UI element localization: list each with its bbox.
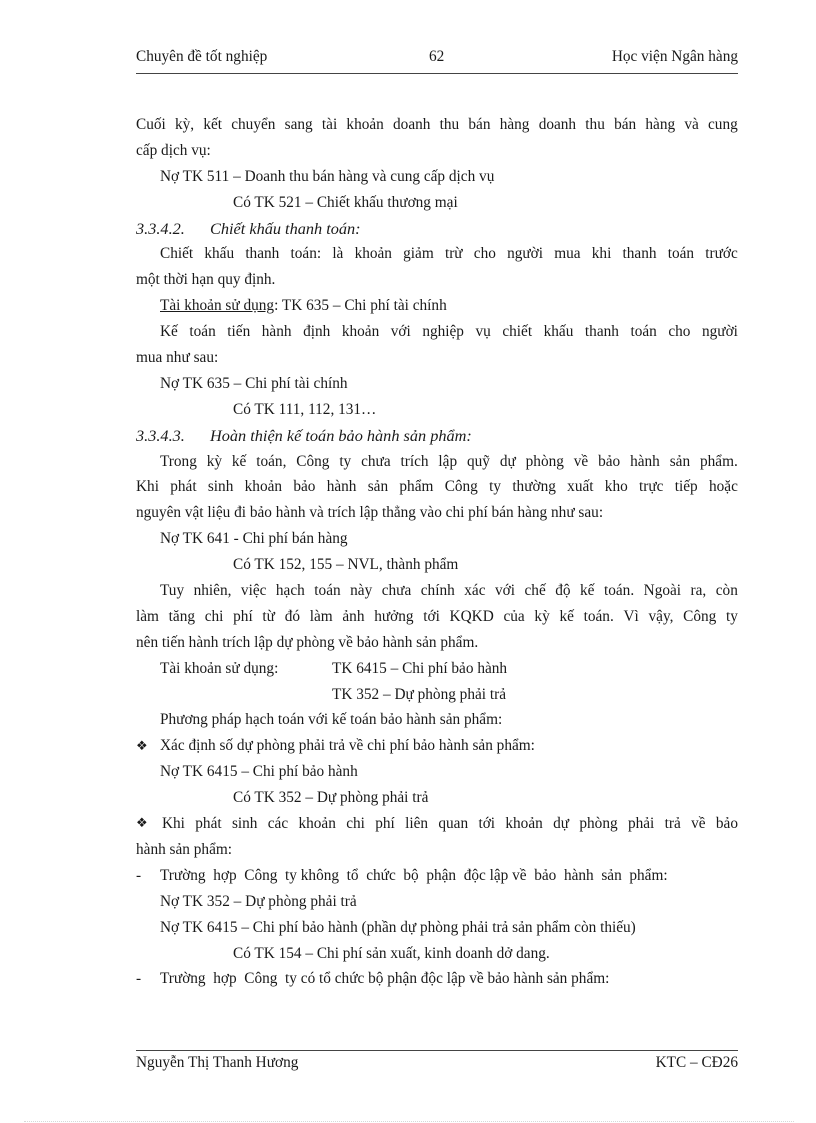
paragraph-line: nguyên vật liệu đi bảo hành và trích lập thẳng vào chi phí bán hàng như sau: [136,504,604,522]
paragraph-line [136,604,738,630]
word: hành [630,452,660,470]
word: Công [683,607,717,625]
word: giảm [403,245,434,263]
word: lập [438,452,458,470]
word: Tuy [160,582,185,600]
paragraph-line [136,578,738,604]
word: phẩm. [699,452,738,470]
word: ảnh [342,607,365,625]
dash-item-text: Trường hợp Công ty có tổ chức bộ phận độc lập về bảo hành sản phẩm: [160,970,610,988]
journal-entry-debit: Nợ TK 352 – Dự phòng phải trả [160,892,357,910]
account-used-value: : TK 635 – Chi phí tài chính [274,297,447,315]
section-title: Chiết khấu thanh toán: [210,218,361,238]
word: trước [705,245,738,263]
bullet-item [136,811,738,837]
diamond-bullet-icon: ❖ [136,739,148,755]
word: về [573,452,589,470]
word: bảo [715,815,738,833]
account-used-label: Tài khoản sử dụng [160,297,275,315]
word: độ [555,582,571,600]
word: toán [667,245,695,263]
word: chưa [381,582,412,600]
word: vậy, [648,607,674,625]
account-used-line [136,293,738,319]
journal-entry-credit: Có TK 521 – Chiết khấu thương mại [233,193,458,211]
word: KQKD [449,607,494,625]
word: tài [321,116,338,133]
word: khoản [346,116,384,133]
journal-entry-debit: Nợ TK 635 – Chi phí tài chính [160,374,348,392]
word: trực [639,478,664,496]
footer-author: Nguyễn Thị Thanh Hương [136,1054,299,1071]
word: hàng [499,116,530,133]
accounts-used-label: Tài khoản sử dụng: [160,659,279,677]
word: cho [668,323,691,341]
word: sinh [231,815,258,833]
word: làm [309,607,333,625]
word: chuyển [231,116,276,133]
header-rule [136,73,738,74]
dash-bullet: - [136,970,142,988]
dash-item-text: Trường hợp Công ty không tổ chức bộ phận độc lập về bảo hành sản phẩm: [160,866,668,884]
page-body [136,112,738,992]
word: khoản [244,478,283,496]
word: khoản [298,815,336,833]
word: phòng [525,452,564,470]
word: làm [136,607,159,625]
word: kế [231,452,247,470]
word: người [702,323,738,341]
word: từ [262,607,275,625]
journal-entry-debit: Nợ TK 641 - Chi phí bán hàng [160,530,348,548]
word: sản [367,478,389,496]
word: xác [464,582,486,600]
word: thanh [584,323,619,341]
word: kỳ, [174,116,195,133]
journal-entry-debit: Nợ TK 511 – Doanh thu bán hàng và cung cấp dịch vụ [160,167,495,185]
word: phí [233,607,253,625]
word: hành [261,323,292,341]
dash-item [136,863,738,889]
word: Cuối [136,116,166,133]
word: chính [420,582,455,600]
word: khấu [204,245,235,263]
journal-entry-credit: Có TK 352 – Dự phòng phải trả [233,789,429,807]
word: phòng [579,815,618,833]
paragraph-line: nên tiến hành trích lập dự phòng về bảo hành sản phẩm. [136,633,479,651]
word: chưa [361,452,391,470]
word: các [267,815,289,833]
word: tới [478,815,496,833]
word: kỳ [534,607,550,625]
paragraph-line: cấp dịch vụ: [136,141,211,159]
word: của [503,607,525,625]
word: việc [240,582,267,600]
word: định [303,323,331,341]
footer-rule [136,1050,738,1051]
word: kế [559,607,574,625]
page-footer [136,1054,738,1076]
paragraph-line: mua như sau: [136,349,219,367]
word: là [332,245,344,263]
accounts-used-line [136,656,738,682]
word: ty [489,478,502,496]
word: thu [439,116,460,133]
header-doc-type: Chuyên đề tốt nghiệp [136,48,268,65]
word: với [495,582,515,600]
word: sang [284,116,313,133]
word: trừ [444,245,463,263]
word: khoản [341,323,380,341]
word: chiết [502,323,533,341]
word: với [390,323,411,341]
word: toán [189,323,216,341]
word: ty [726,607,738,625]
word: doanh [538,116,577,133]
word: ty [339,452,352,470]
footer-class-code: KTC – CĐ26 [655,1054,738,1071]
word: Ngoài [643,582,682,600]
word: Chiết [160,245,194,263]
bullet-item [136,733,738,759]
word: và [684,116,699,133]
word: hạch [275,582,305,600]
word: phải [627,815,655,833]
dash-bullet: - [136,866,142,884]
bullet-text: Xác định số dự phòng phải trả về chi phí bảo hành sản phẩm: [160,737,535,755]
word: kỳ [206,452,223,470]
word: mua [554,245,581,263]
word: tiến [227,323,251,341]
paragraph-line: một thời hạn quy định. [136,271,276,289]
word: phát [195,815,222,833]
word: chế [524,582,546,600]
section-number: 3.3.4.2. [136,218,185,238]
section-heading [136,423,738,449]
page-edge-dotted-line [24,1121,794,1122]
word: trả [664,815,681,833]
word: Khi [136,478,159,496]
word: người [507,245,544,263]
word: Công [444,478,478,496]
word: toán, [256,452,287,470]
word: bảo [598,452,621,470]
account-item: TK 352 – Dự phòng phải trả [332,685,506,703]
word: tới [423,607,440,625]
dash-item [136,966,738,992]
word: quỹ [467,452,490,470]
word: kế [580,582,595,600]
word: phát [170,478,197,496]
paragraph-line [136,449,738,475]
word: kho [604,478,628,496]
word: liên [405,815,429,833]
section-title: Hoàn thiện kế toán bảo hành sản phẩm: [210,425,472,445]
paragraph-line [136,319,738,345]
word: khoản [505,815,543,833]
word: phẩm [399,478,434,496]
word: khấu [543,323,574,341]
word: cho [473,245,496,263]
paragraph-line [136,241,738,267]
word: hoặc [708,478,738,496]
word: đó [284,607,300,625]
word: toán [314,582,341,600]
journal-entry-debit: Nợ TK 6415 – Chi phí bảo hành (phần dự phòng phải trả sản phẩm còn thiếu) [160,918,636,936]
word: vụ [475,323,491,341]
journal-entry-debit: Nợ TK 6415 – Chi phí bảo hành [160,763,358,781]
word: nghiệp [422,323,464,341]
word: thanh [622,245,657,263]
word: hàng [645,116,676,133]
word: kết [203,116,223,133]
word: trích [400,452,429,470]
word: bảo [293,478,316,496]
word: xuất [567,478,594,496]
word: Công [296,452,330,470]
paragraph-line: hành sản phẩm: [136,840,233,858]
word: chi [204,607,224,625]
word: này [350,582,373,600]
page-header [136,48,738,70]
section-heading [136,216,738,242]
word: toán: [290,245,322,263]
word: dự [553,815,570,833]
word: sinh [207,478,234,496]
word: khoản [354,245,392,263]
word: Trong [160,452,197,470]
paragraph-line [136,474,738,500]
word: doanh [393,116,431,133]
word: dự [499,452,516,470]
word: quan [438,815,469,833]
word: còn [715,582,738,600]
section-number: 3.3.4.3. [136,425,185,445]
word: về [691,815,706,833]
journal-entry-credit: Có TK 154 – Chi phí sản xuất, kinh doanh dở dang. [233,944,550,962]
word: toán. [583,607,614,625]
word: bán [468,116,491,133]
journal-entry-credit: Có TK 111, 112, 131… [233,400,377,418]
word: thanh [245,245,280,263]
word: tăng [168,607,196,625]
word: thu [585,116,605,133]
page-number: 62 [429,48,445,65]
word: tiếp [674,478,698,496]
word: hưởng [374,607,414,625]
word: cung [708,116,738,133]
word: Vì [623,607,639,625]
word: ra, [690,582,707,600]
word: chi [346,815,365,833]
diamond-bullet-icon: ❖ [136,816,148,832]
word: Khi [161,815,185,833]
word: thường [512,478,556,496]
header-institution: Học viện Ngân hàng [611,48,738,65]
word: hành [326,478,357,496]
word: sản [669,452,691,470]
journal-entry-credit: Có TK 152, 155 – NVL, thành phẩm [233,556,459,574]
word: phí [375,815,395,833]
word: toán. [603,582,635,600]
paragraph-line: Phương pháp hạch toán với kế toán bảo hành sản phẩm: [160,711,503,729]
word: Kế [160,323,178,341]
paragraph-line [136,112,738,138]
word: khi [591,245,612,263]
word: bán [614,116,637,133]
account-item: TK 6415 – Chi phí bảo hành [332,659,508,677]
word: nhiên, [193,582,232,600]
word: toán [630,323,657,341]
